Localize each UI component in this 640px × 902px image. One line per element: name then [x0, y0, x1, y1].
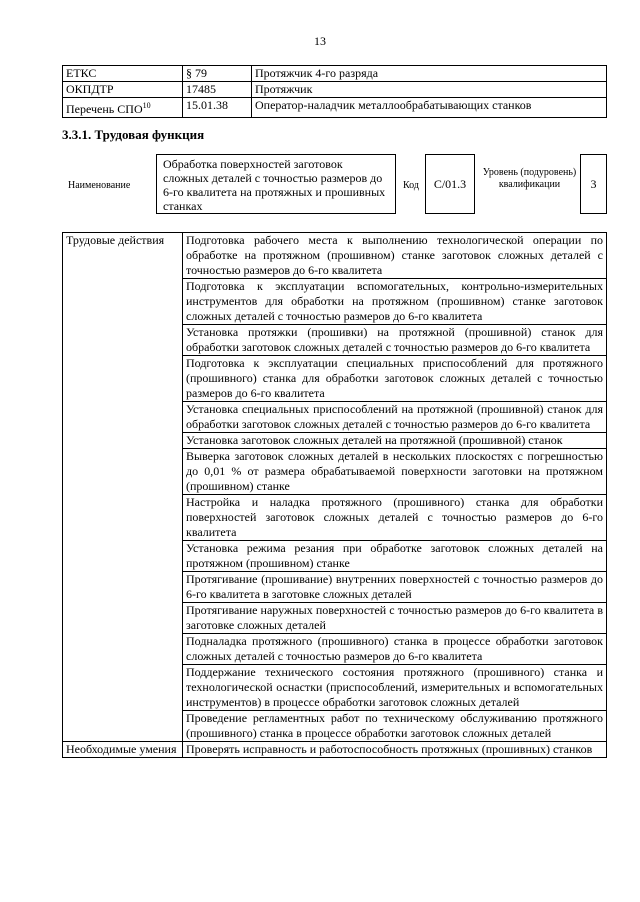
ref-code-text: Перечень СПО: [66, 102, 143, 116]
labor-action-item: Установка специальных приспособлений на протяжной (прошивной) станок для обработки заготовок сложных деталей с точностью размеров до 6-го квалитета: [183, 402, 607, 433]
ref-code: ЕТКС: [63, 66, 183, 82]
qualification-level-box: 3: [580, 154, 607, 214]
ref-number: § 79: [183, 66, 252, 82]
table-row: [63, 82, 607, 98]
labor-action-item: Настройка и наладка протяжного (прошивного) станка для обработки поверхностей заготовок сложных деталей с точностью размеров до 6-го квалитета: [183, 495, 607, 541]
page-number: 13: [314, 34, 326, 48]
function-code-box: С/01.3: [425, 154, 475, 214]
footnote-marker: 10: [142, 101, 151, 110]
table-row: [63, 742, 607, 758]
skill-item: Проверять исправность и работоспособность протяжных (прошивных) станков: [183, 742, 607, 758]
reference-table: [62, 65, 607, 118]
labor-action-item: Подготовка к эксплуатации специальных приспособлений для протяжного (прошивного) станка для обработки заготовок сложных деталей с точностью размеров до 6-го квалитета: [183, 356, 607, 402]
ref-number: 15.01.38: [183, 98, 252, 118]
table-row: [63, 98, 607, 118]
ref-name: Оператор-наладчик металлообрабатывающих станков: [252, 98, 607, 118]
ref-name: Протяжчик: [252, 82, 607, 98]
ref-code: [63, 98, 183, 118]
labor-action-item: Выверка заготовок сложных деталей в нескольких плоскостях с погрешностью до 0,01 % от размера обрабатываемой поверхности заготовки на протяжном (прошивном) станке: [183, 449, 607, 495]
labor-action-item: Установка заготовок сложных деталей на протяжной (прошивной) станок: [183, 433, 607, 449]
labor-action-item: Установка режима резания при обработке заготовок сложных деталей на протяжном (прошивном) станке: [183, 541, 607, 572]
table-row: [63, 233, 607, 279]
labor-action-item: Протягивание (прошивание) внутренних поверхностей с точностью размеров до 6-го квалитета в заготовке сложных деталей: [183, 572, 607, 603]
labor-action-item: Подготовка рабочего места к выполнению технологической операции по обработке на протяжном (прошивном) станке заготовок сложных деталей с точностью размеров до 6-го квалитета: [183, 233, 607, 279]
table-row: [63, 66, 607, 82]
qualification-level-label: Уровень (подуровень) квалификации: [482, 167, 577, 190]
labor-action-item: Протягивание наружных поверхностей с точностью размеров до 6-го квалитета в заготовке сложных деталей: [183, 603, 607, 634]
function-name-box: Обработка поверхностей заготовок сложных деталей с точностью размеров до 6-го квалитета на протяжных и прошивных станках: [156, 154, 396, 214]
skills-label: Необходимые умения: [63, 742, 183, 758]
labor-action-item: Установка протяжки (прошивки) на протяжной (прошивной) станок для обработки заготовок сложных деталей с точностью размеров до 6-го квалитета: [183, 325, 607, 356]
labor-action-item: Подготовка к эксплуатации вспомогательных, контрольно-измерительных инструментов для обработки на протяжном (прошивном) станке заготовок сложных деталей с точностью размеров до 6-го квалитета: [183, 279, 607, 325]
ref-name: Протяжчик 4-го разряда: [252, 66, 607, 82]
ref-number: 17485: [183, 82, 252, 98]
code-label: Код: [403, 180, 419, 191]
labor-action-item: Проведение регламентных работ по техническому обслуживанию протяжного (прошивного) станка в процессе обработки заготовок сложных деталей: [183, 711, 607, 742]
labor-action-item: Подналадка протяжного (прошивного) станка в процессе обработки заготовок сложных деталей с точностью размеров до 6-го квалитета: [183, 634, 607, 665]
name-label: Наименование: [68, 180, 131, 191]
section-title: 3.3.1. Трудовая функция: [62, 127, 205, 142]
ref-code: ОКПДТР: [63, 82, 183, 98]
labor-action-item: Поддержание технического состояния протяжного (прошивного) станка и технологической оснастки (приспособлений, измерительных и вспомогательных инструментов) в процессе обработки заготовок сложных деталей: [183, 665, 607, 711]
labor-function-table: [62, 232, 607, 758]
labor-actions-label: Трудовые действия: [63, 233, 183, 742]
